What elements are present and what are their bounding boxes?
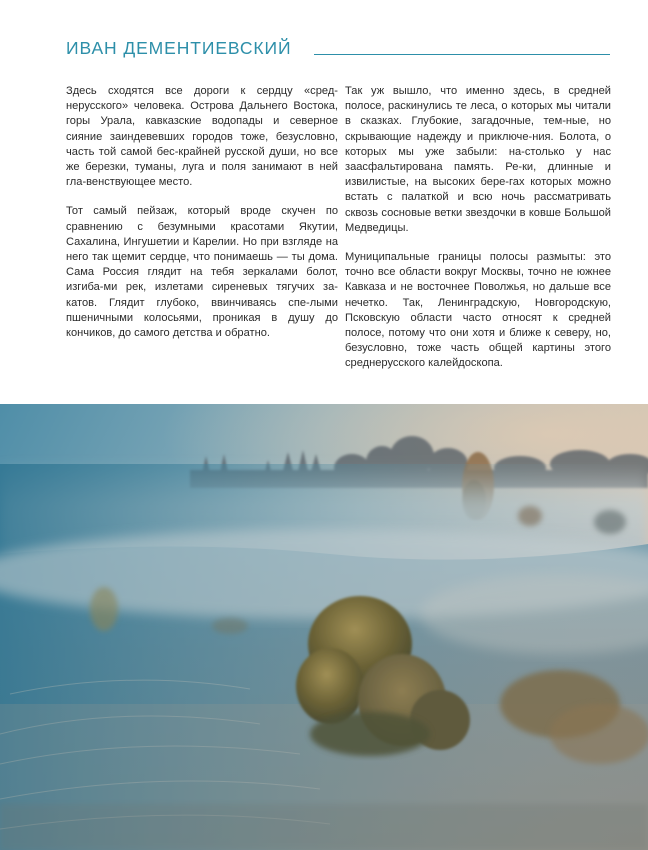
misty-meadow-image	[0, 404, 648, 850]
foreground-shadow	[0, 804, 648, 850]
left-column	[66, 84, 338, 355]
author-name: ИВАН ДЕМЕНТИЕВСКИЙ	[66, 38, 292, 58]
paragraph: Муниципальные границы полосы размыты: это точно все области вокруг Москвы, точно не южнее Кавказа и не восточнее Поволжья, но дальше все нечетко. Так, Ленинградскую, Новгородскую, Псковскую области часто относят к средней полосе, потому что они хотя и ближе к северу, но, безусловно, тоже часть общей картины этого среднерусского калейдоскопа.	[345, 251, 611, 370]
article-header	[66, 38, 611, 62]
paragraph: Тот самый пейзаж, который вроде скучен по сравнению с безумными красотами Якутии, Сахалина, Ингушетии и Карелии. Но при взгляде на него так щемит сердце, что понимаешь — ты дома. Сама Россия глядит на тебя зеркалами болот, изгиба-ми рек, излетами сиреневых тягучих за-катов. Глядит глубоко, ввинчиваясь спе-лыми пшеничными колосьями, проникая в душу до кончиков, до самого детства и обратно.	[66, 205, 338, 340]
right-column	[345, 84, 611, 386]
paragraph: Здесь сходятся все дороги к сердцу «сред-нерусского» человека. Острова Дальнего Востока, горы Урала, кавказские водопады и северное сияние заиндевевших городов тоже, безусловно, часть той самой бес-крайней русской души, но все же березки, туманы, луга и поля занимают в ней гла-венствующее место.	[66, 85, 338, 189]
header-rule	[314, 54, 610, 55]
paragraph: Так уж вышло, что именно здесь, в средней полосе, раскинулись те леса, о которых мы читали в сказках. Глубокие, загадочные, тем-ные, но скрывающие надежду и приключе-ния. Болота, о которых мы уже забыли: на-столько у нас заасфальтирована память. Ре-ки, длинные и извилистые, на высоких бере-гах которых можно встать с палаткой и всю ночь рассматривать сквозь сосновые ветки звездочки в ковше Большой Медведицы.	[345, 85, 611, 234]
landscape-photo	[0, 404, 648, 850]
